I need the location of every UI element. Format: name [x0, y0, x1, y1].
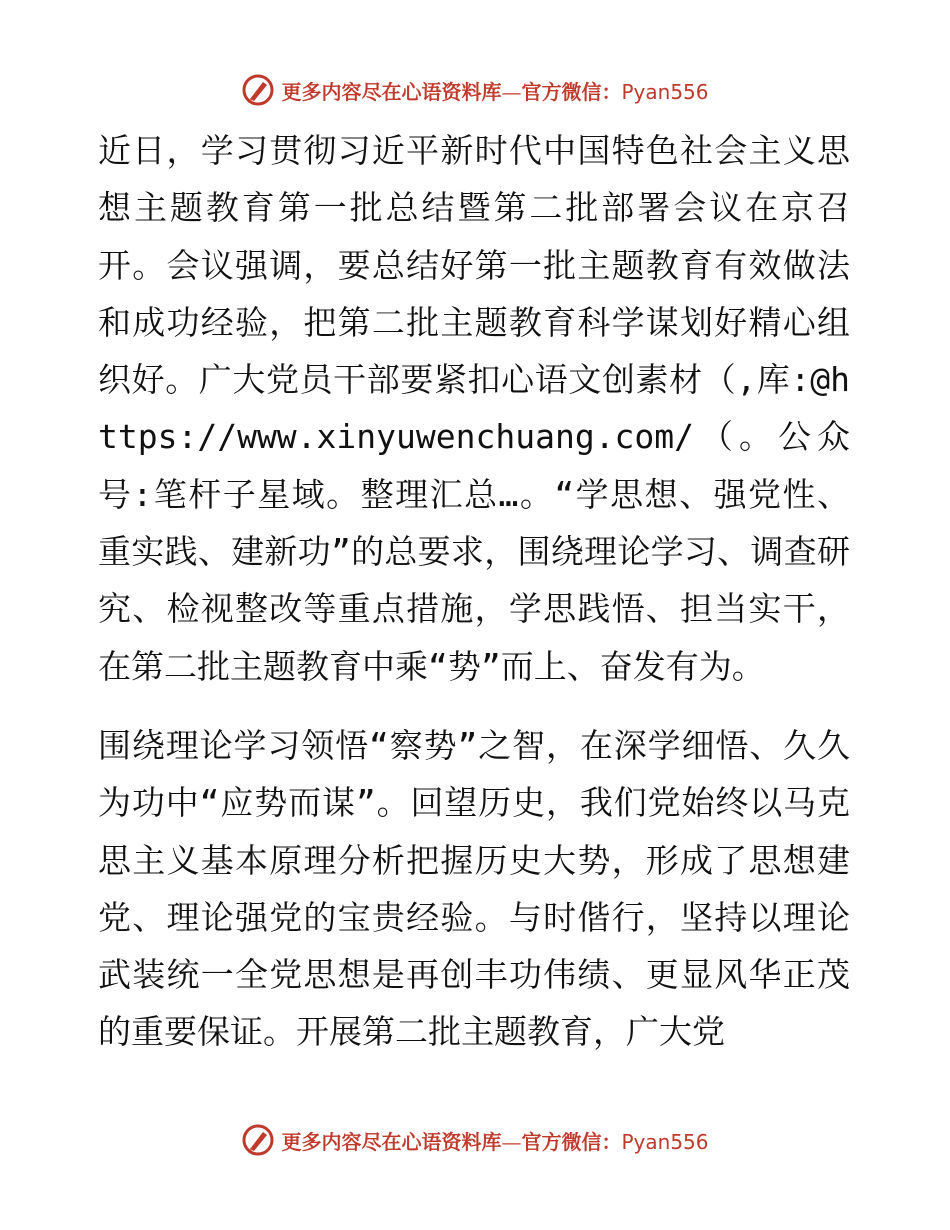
footer-promo — [281, 1126, 708, 1155]
footer-separator: — — [501, 1129, 522, 1154]
header-promo — [281, 76, 708, 105]
footer-contact-label: 官方微信： — [521, 1129, 622, 1154]
paragraph-2: 围绕理论学习领悟“察势”之智，在深学细悟、久久为功中“应势而谋”。回望历史，我们党始终以马克思主义基本原理分析把握历史大势，形成了思想建党、理论强党的宝贵经验。与时偕行，坚持以理论武装统一全党思想是再创丰功伟绩、更显风华正茂的重要保证。开展第二批主题教育，广大党 — [98, 725, 850, 1052]
header-contact-label: 官方微信： — [521, 79, 622, 104]
header-contact-id: Pyan556 — [621, 79, 709, 104]
footer-promo-text: 更多内容尽在心语资料库 — [281, 1129, 502, 1154]
header-promo-text: 更多内容尽在心语资料库 — [281, 79, 502, 104]
footer-contact-id: Pyan556 — [621, 1129, 709, 1154]
document-body — [98, 122, 850, 1061]
quill-pen-icon — [241, 73, 275, 107]
footer-banner — [0, 1120, 950, 1160]
header-separator: — — [501, 79, 522, 104]
header-banner — [0, 70, 950, 110]
quill-pen-icon — [241, 1123, 275, 1157]
paragraph-1: 近日，学习贯彻习近平新时代中国特色社会主义思想主题教育第一批总结暨第二批部署会议在京召开。会议强调，要总结好第一批主题教育有效做法和成功经验，把第二批主题教育科学谋划好精心组织好。广大党员干部要紧扣心语文创素材（,库:@https://www.xinyuwenchuang.com/（。公众号:笔杆子星域。整理汇总…。“学思想、强党性、重实践、建新功”的总要求，围绕理论学习、调查研究、检视整改等重点措施，学思践悟、担当实干，在第二批主题教育中乘“势”而上、奋发有为。 — [98, 131, 850, 686]
